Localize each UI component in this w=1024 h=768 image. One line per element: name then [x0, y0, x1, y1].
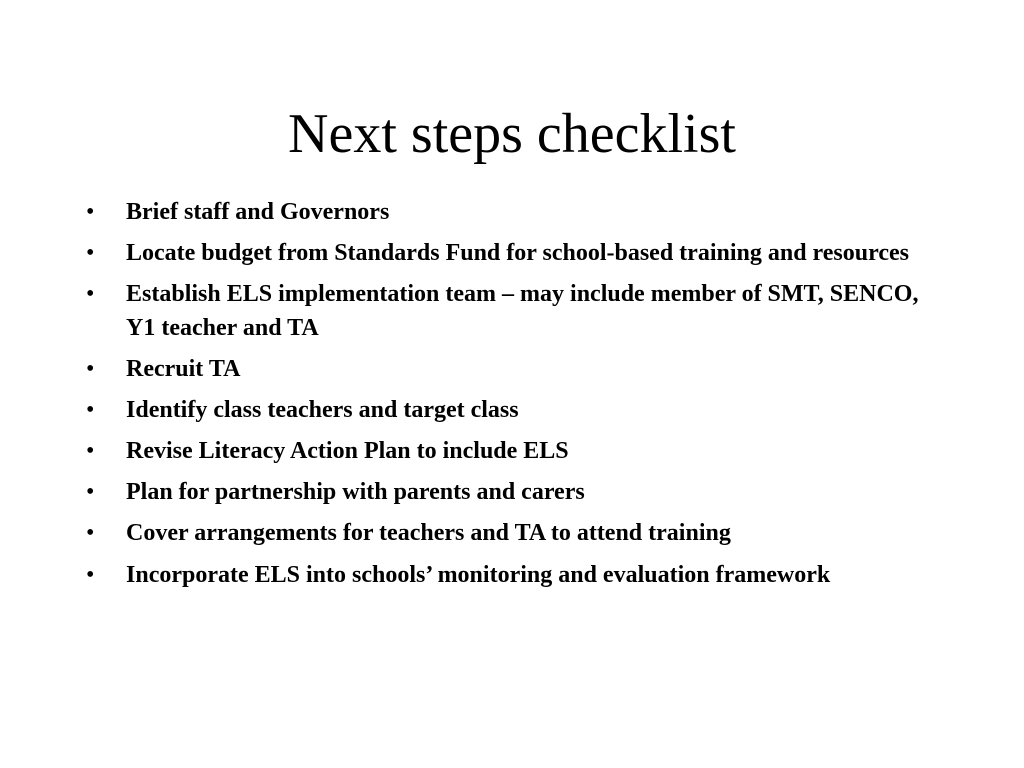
- list-item-text: Revise Literacy Action Plan to include ELS: [126, 438, 569, 464]
- bullet-icon: •: [86, 281, 95, 307]
- list-item: [86, 393, 946, 427]
- bullet-icon: •: [86, 240, 95, 266]
- list-item-text: Locate budget from Standards Fund for school-based training and resources: [126, 240, 909, 266]
- list-item-text: Brief staff and Governors: [126, 199, 390, 225]
- list-item-text: Cover arrangements for teachers and TA to attend training: [126, 520, 731, 546]
- bullet-icon: •: [86, 520, 95, 546]
- list-item: [86, 434, 946, 468]
- list-item: [86, 553, 946, 597]
- bullet-icon: •: [86, 356, 95, 382]
- slide-title: Next steps checklist: [288, 103, 736, 165]
- list-item-text: Plan for partnership with parents and carers: [126, 479, 585, 505]
- list-item: [86, 516, 946, 550]
- list-item: [86, 195, 946, 229]
- list-item: [86, 352, 946, 386]
- list-item: [86, 475, 946, 509]
- list-item: [86, 236, 946, 270]
- list-item-text: Identify class teachers and target class: [126, 397, 519, 423]
- list-item-text: Incorporate ELS into schools’ monitoring and evaluation framework: [126, 562, 831, 588]
- list-item-text: Recruit TA: [126, 356, 241, 382]
- bullet-icon: •: [86, 438, 95, 464]
- bullet-icon: •: [86, 562, 95, 588]
- list-item: [86, 277, 946, 345]
- bullet-icon: •: [86, 479, 95, 505]
- list-item-text: Establish ELS implementation team – may include member of SMT, SENCO, Y1 teacher and TA: [126, 281, 919, 341]
- checklist: [86, 195, 946, 604]
- bullet-icon: •: [86, 397, 95, 423]
- bullet-icon: •: [86, 199, 95, 225]
